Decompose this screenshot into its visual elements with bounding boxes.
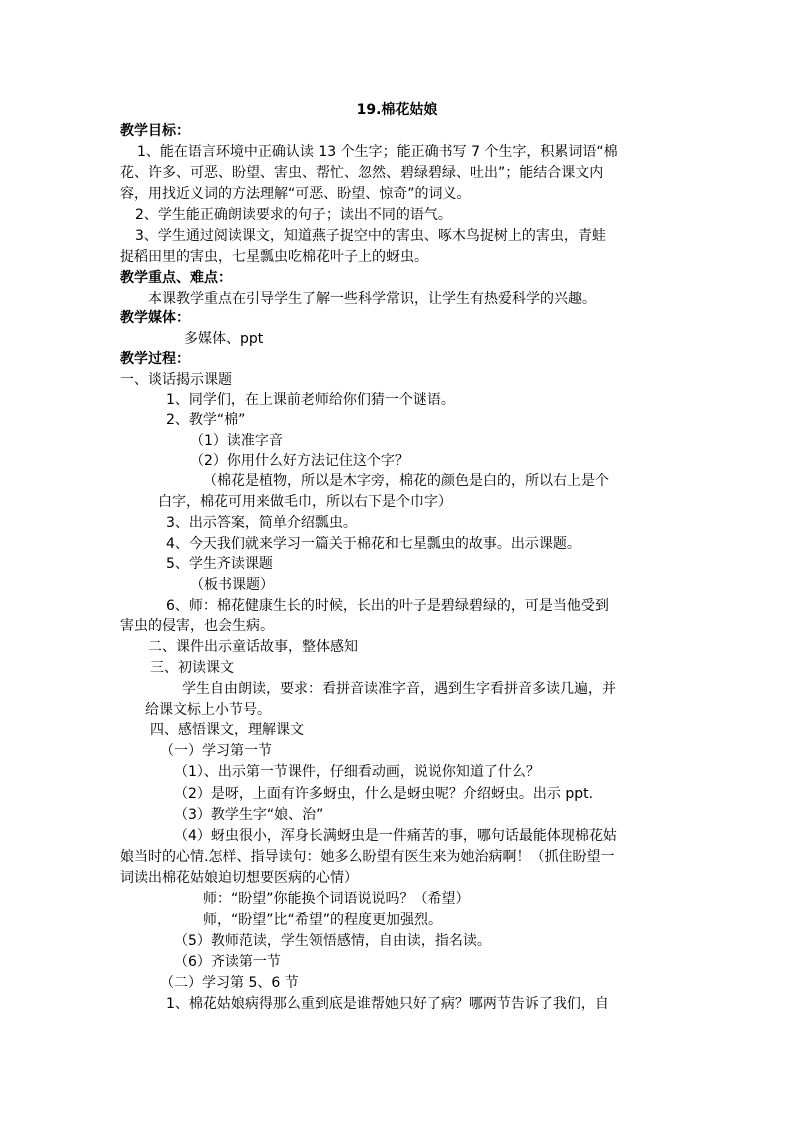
heading-objectives: 教学目标： <box>120 123 190 139</box>
process-line: （板书课题） <box>190 577 274 593</box>
process-line: （4）蚜虫很小，浑身长满蚜虫是一件痛苦的事，哪句话最能体现棉花姑 <box>174 828 617 844</box>
process-line: （1）读准字音 <box>190 433 283 449</box>
process-line: 师，“盼望”比“希望”的程度更加强烈。 <box>203 912 443 928</box>
process-line: 5、学生齐读课题 <box>166 556 273 572</box>
media-text: 多媒体、ppt <box>184 331 264 347</box>
objective-3-line-1: 3、学生通过阅读课文，知道燕子捉空中的害虫、啄木鸟捉树上的害虫，青蛙 <box>135 228 606 244</box>
process-line: 二、课件出示童话故事，整体感知 <box>148 639 358 655</box>
process-line: 一、谈话揭示课题 <box>120 372 232 388</box>
process-line: （1）、出示第一节课件，仔细看动画，说说你知道了什么？ <box>174 764 540 780</box>
objective-1-line-2: 花、许多、可恶、盼望、害虫、帮忙、忽然、碧绿碧绿、吐出”；能结合课文内 <box>120 165 604 181</box>
lesson-title: 19.棉花姑娘 <box>356 102 438 118</box>
process-line: 三、初读课文 <box>150 660 234 676</box>
objective-1-line-1: 1、能在语言环境中正确认读 13 个生字；能正确书写 7 个生字，积累词语“棉 <box>137 144 618 160</box>
process-line: 3、出示答案，简单介绍瓢虫。 <box>166 515 357 531</box>
process-line: 6、师：棉花健康生长的时候，长出的叶子是碧绿碧绿的，可是当他受到 <box>166 598 609 614</box>
process-line: （5）教师范读，学生领悟感情，自由读，指名读。 <box>174 933 491 949</box>
process-line: 2、教学“棉” <box>166 412 246 428</box>
process-line: 词读出棉花姑娘迫切想要医病的心情） <box>120 870 358 886</box>
process-line: 1、棉花姑娘病得那么重到底是谁帮她只好了病？哪两节告诉了我们，自 <box>166 996 609 1012</box>
process-line: （棉花是植物，所以是木字旁，棉花的颜色是白的，所以右上是个 <box>203 473 609 489</box>
process-line: （2）你用什么好方法记住这个字？ <box>190 453 409 469</box>
process-line: 学生自由朗读，要求：看拼音读准字音，遇到生字看拼音多读几遍，并 <box>182 681 616 697</box>
objective-3-line-2: 捉稻田里的害虫，七星瓢虫吃棉花叶子上的蚜虫。 <box>120 249 428 265</box>
process-line: 娘当时的心情.怎样、指导读句：她多么盼望有医生来为她治病啊！（抓住盼望一 <box>120 849 615 865</box>
key-points-text: 本课教学重点在引导学生了解一些科学常识，让学生有热爱科学的兴趣。 <box>148 291 596 307</box>
process-line: （一）学习第一节 <box>160 743 272 759</box>
heading-key-points: 教学重点、难点： <box>120 270 232 286</box>
process-line: （6）齐读第一节 <box>174 954 281 970</box>
objective-2: 2、学生能正确朗读要求的句子；读出不同的语气。 <box>135 207 452 223</box>
process-line: （2）是呀，上面有许多蚜虫，什么是蚜虫呢？介绍蚜虫。出示 ppt. <box>174 786 594 802</box>
process-line: 师：“盼望”你能换个词语说说吗？（希望） <box>203 891 470 907</box>
process-line: （3）教学生字“娘、治” <box>174 807 324 823</box>
objective-1-line-3: 容，用找近义词的方法理解“可恶、盼望、惊奇”的词义。 <box>120 186 471 202</box>
heading-media: 教学媒体： <box>120 310 190 326</box>
process-line: （二）学习第 5、6 节 <box>160 975 299 991</box>
process-line: 四、感悟课文，理解课文 <box>150 722 304 738</box>
process-line: 4、今天我们就来学习一篇关于棉花和七星瓢虫的故事。出示课题。 <box>166 536 581 552</box>
process-line: 害虫的侵害，也会生病。 <box>120 618 274 634</box>
process-line: 1、同学们，在上课前老师给你们猜一个谜语。 <box>166 392 455 408</box>
heading-process: 教学过程： <box>120 351 190 367</box>
process-line: 给课文标上小节号。 <box>145 702 271 718</box>
process-line: 白字，棉花可用来做毛巾，所以右下是个巾字） <box>158 494 452 510</box>
